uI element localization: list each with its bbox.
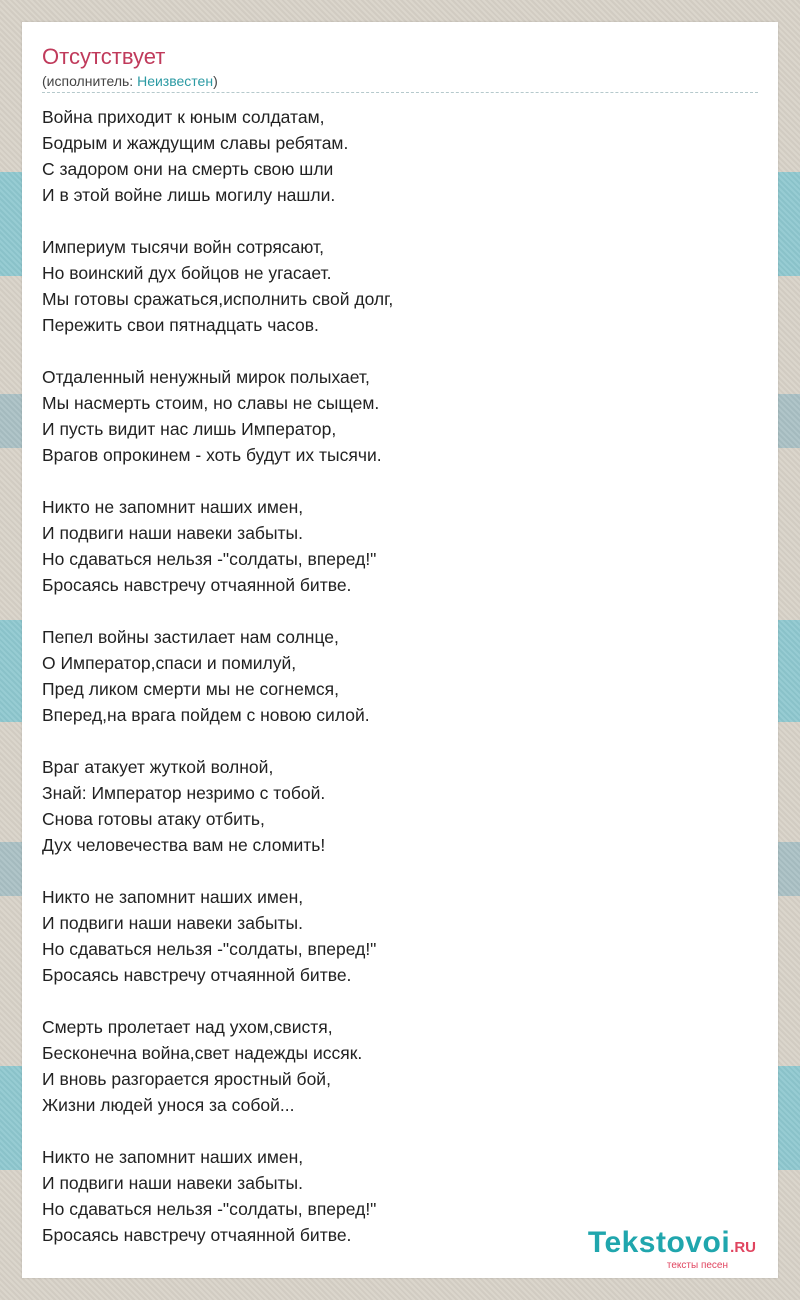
lyric-line: Империум тысячи войн сотрясают, (42, 237, 324, 257)
header-divider (42, 92, 758, 93)
lyric-line: И в этой войне лишь могилу нашли. (42, 185, 336, 205)
lyrics-stanza (42, 364, 758, 468)
lyric-line: Никто не запомнит наших имен, (42, 1147, 304, 1167)
lyric-line: И пусть видит нас лишь Император, (42, 419, 337, 439)
lyric-line: О Император,спаси и помилуй, (42, 653, 297, 673)
lyric-line: Вперед,на врага пойдем с новою силой. (42, 705, 370, 725)
logo-tld: .RU (730, 1239, 756, 1256)
lyrics-stanza (42, 754, 758, 858)
lyric-line: Никто не запомнит наших имен, (42, 497, 304, 517)
lyric-line: Но сдаваться нельзя -"солдаты, вперед!" (42, 549, 377, 569)
song-title: Отсутствует (42, 44, 166, 69)
lyrics-stanza (42, 624, 758, 728)
lyric-line: Пережить свои пятнадцать часов. (42, 315, 319, 335)
lyric-line: Смерть пролетает над ухом,свистя, (42, 1017, 333, 1037)
lyrics-stanza (42, 104, 758, 208)
logo-tagline: тексты песен (666, 1260, 728, 1271)
lyric-line: Бросаясь навстречу отчаянной битве. (42, 575, 352, 595)
site-logo[interactable] (550, 1226, 770, 1278)
lyric-line: Но сдаваться нельзя -"солдаты, вперед!" (42, 1199, 377, 1219)
lyrics-stanza (42, 884, 758, 988)
lyric-line: Но воинский дух бойцов не угасает. (42, 263, 332, 283)
lyric-line: Бросаясь навстречу отчаянной битве. (42, 965, 352, 985)
lyric-line: Мы насмерть стоим, но славы не сыщем. (42, 393, 380, 413)
lyric-line: Но сдаваться нельзя -"солдаты, вперед!" (42, 939, 377, 959)
artist-line (42, 72, 218, 90)
lyric-line: Бесконечна война,свет надежды иссяк. (42, 1043, 363, 1063)
lyric-line: Врагов опрокинем - хоть будут их тысячи. (42, 445, 382, 465)
lyric-line: Знай: Император незримо с тобой. (42, 783, 326, 803)
lyrics-stanza (42, 494, 758, 598)
lyric-line: И подвиги наши навеки забыты. (42, 1173, 303, 1193)
lyric-line: Пепел войны застилает нам солнце, (42, 627, 339, 647)
lyric-line: Дух человечества вам не сломить! (42, 835, 326, 855)
lyrics-stanza (42, 1014, 758, 1118)
artist-link[interactable]: Неизвестен (137, 73, 214, 89)
lyric-line: Снова готовы атаку отбить, (42, 809, 265, 829)
lyric-line: Мы готовы сражаться,исполнить свой долг, (42, 289, 394, 309)
artist-prefix: (исполнитель: (42, 73, 138, 89)
lyrics-stanza (42, 234, 758, 338)
lyric-line: Жизни людей унося за собой... (42, 1095, 295, 1115)
artist-suffix: ) (213, 73, 218, 89)
lyric-line: Война приходит к юным солдатам, (42, 107, 325, 127)
lyric-line: Отдаленный ненужный мирок полыхает, (42, 367, 370, 387)
lyrics-card (22, 22, 778, 1278)
lyric-line: Бодрым и жаждущим славы ребятам. (42, 133, 349, 153)
logo-name: Tekstovoi (587, 1226, 731, 1259)
lyric-line: И вновь разгорается яростный бой, (42, 1069, 331, 1089)
lyric-line: Никто не запомнит наших имен, (42, 887, 304, 907)
lyric-line: Бросаясь навстречу отчаянной битве. (42, 1225, 352, 1245)
lyric-line: Враг атакует жуткой волной, (42, 757, 274, 777)
lyric-line: И подвиги наши навеки забыты. (42, 913, 303, 933)
lyric-line: Пред ликом смерти мы не согнемся, (42, 679, 340, 699)
lyric-line: С задором они на смерть свою шли (42, 159, 334, 179)
lyrics-body (42, 104, 758, 1274)
lyric-line: И подвиги наши навеки забыты. (42, 523, 303, 543)
